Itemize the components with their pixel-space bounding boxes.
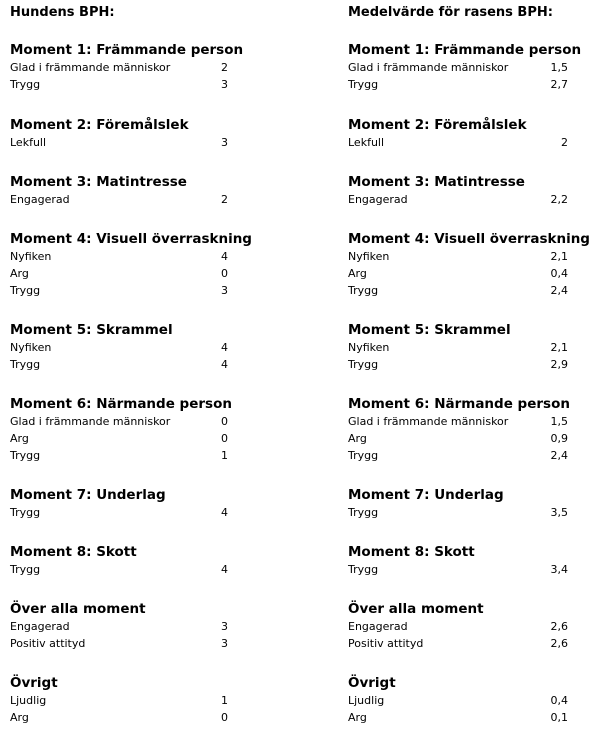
section-title: Moment 7: Underlag [10, 487, 166, 503]
section-title: Moment 6: Närmande person [348, 396, 570, 412]
score-value: 2,4 [550, 449, 568, 462]
score-value: 2,6 [550, 637, 568, 650]
score-value: 0,4 [550, 267, 568, 280]
score-value: 2,1 [550, 250, 568, 263]
breed-average-heading: Medelvärde för rasens BPH: [348, 5, 553, 20]
section [10, 674, 228, 726]
score-row [10, 692, 228, 709]
score-value: 4 [221, 506, 228, 519]
section [348, 116, 568, 151]
score-row [10, 76, 228, 93]
score-value: 2,2 [550, 193, 568, 206]
score-value: 2,9 [550, 358, 568, 371]
section-title: Moment 6: Närmande person [10, 396, 232, 412]
section-title: Moment 2: Föremålslek [10, 117, 189, 133]
score-row [10, 356, 228, 373]
score-row [348, 191, 568, 208]
score-row [10, 191, 228, 208]
score-label: Lekfull [10, 136, 47, 149]
score-value: 1,5 [550, 415, 568, 428]
score-value: 2 [221, 193, 228, 206]
section [348, 600, 568, 652]
score-label: Trygg [10, 284, 41, 297]
section [348, 230, 590, 299]
section [10, 543, 228, 578]
score-label: Trygg [10, 563, 41, 576]
section-title: Moment 3: Matintresse [348, 174, 525, 190]
score-value: 3 [221, 284, 228, 297]
section-title: Övrigt [10, 675, 58, 691]
section [10, 230, 252, 299]
score-label: Nyfiken [10, 250, 52, 263]
section [348, 486, 568, 521]
score-value: 2 [561, 136, 568, 149]
score-label: Glad i främmande människor [348, 415, 509, 428]
score-value: 4 [221, 563, 228, 576]
score-label: Ljudlig [348, 694, 385, 707]
section [348, 543, 568, 578]
section-title: Övrigt [348, 675, 396, 691]
score-row [348, 413, 568, 430]
score-label: Lekfull [348, 136, 385, 149]
section [10, 116, 228, 151]
score-label: Trygg [10, 78, 41, 91]
score-row [348, 76, 568, 93]
section-title: Moment 7: Underlag [348, 487, 504, 503]
section-title: Över alla moment [10, 601, 146, 617]
section-title: Över alla moment [348, 601, 484, 617]
section-title: Moment 2: Föremålslek [348, 117, 527, 133]
score-row [10, 709, 228, 726]
score-label: Arg [10, 432, 29, 445]
score-label: Trygg [348, 78, 379, 91]
score-label: Trygg [348, 449, 379, 462]
score-label: Trygg [348, 506, 379, 519]
score-value: 0,9 [550, 432, 568, 445]
score-label: Glad i främmande människor [10, 61, 171, 74]
score-row [10, 430, 228, 447]
score-row [348, 561, 568, 578]
section-title: Moment 5: Skrammel [348, 322, 511, 338]
section [10, 600, 228, 652]
dog-bph-heading: Hundens BPH: [10, 5, 115, 20]
score-row [348, 504, 568, 521]
score-row [348, 356, 568, 373]
score-label: Ljudlig [10, 694, 47, 707]
score-value: 3,4 [550, 563, 568, 576]
score-label: Trygg [348, 358, 379, 371]
section [10, 395, 232, 464]
score-label: Glad i främmande människor [10, 415, 171, 428]
score-row [10, 618, 228, 635]
score-value: 2,1 [550, 341, 568, 354]
score-row [348, 248, 568, 265]
section [348, 173, 568, 208]
score-label: Trygg [348, 563, 379, 576]
score-value: 0 [221, 711, 228, 724]
score-row [10, 413, 228, 430]
score-row [348, 430, 568, 447]
score-row [10, 504, 228, 521]
score-value: 1 [221, 694, 228, 707]
score-row [10, 248, 228, 265]
score-label: Trygg [348, 284, 379, 297]
score-label: Nyfiken [348, 341, 390, 354]
score-row [10, 447, 228, 464]
score-value: 3 [221, 637, 228, 650]
section [348, 395, 568, 464]
section-title: Moment 1: Främmande person [10, 42, 244, 58]
score-row [348, 709, 568, 726]
score-label: Trygg [10, 449, 41, 462]
score-label: Engagerad [10, 193, 70, 206]
score-label: Engagerad [348, 193, 408, 206]
section-title: Moment 1: Främmande person [348, 42, 582, 58]
score-value: 3 [221, 620, 228, 633]
score-row [348, 134, 568, 151]
score-label: Engagerad [348, 620, 408, 633]
score-label: Arg [10, 267, 29, 280]
score-value: 0 [221, 432, 228, 445]
score-row [348, 447, 568, 464]
section [348, 41, 582, 93]
score-row [10, 282, 228, 299]
score-row [10, 339, 228, 356]
section-title: Moment 4: Visuell överraskning [348, 231, 590, 247]
section [10, 41, 244, 93]
score-value: 3 [221, 78, 228, 91]
score-row [348, 635, 568, 652]
score-value: 0 [221, 415, 228, 428]
section-title: Moment 8: Skott [10, 544, 137, 560]
score-row [10, 635, 228, 652]
score-row [348, 59, 568, 76]
score-label: Engagerad [10, 620, 70, 633]
score-value: 1 [221, 449, 228, 462]
section [10, 321, 228, 373]
score-value: 2,4 [550, 284, 568, 297]
section-title: Moment 8: Skott [348, 544, 475, 560]
score-row [10, 134, 228, 151]
score-row [348, 692, 568, 709]
score-value: 0,4 [550, 694, 568, 707]
score-row [10, 265, 228, 282]
score-value: 2,7 [550, 78, 568, 91]
section-title: Moment 5: Skrammel [10, 322, 173, 338]
score-label: Nyfiken [10, 341, 52, 354]
score-label: Trygg [10, 506, 41, 519]
score-row [348, 339, 568, 356]
score-label: Positiv attityd [348, 637, 424, 650]
section [348, 321, 568, 373]
section [348, 674, 568, 726]
score-row [10, 561, 228, 578]
score-label: Positiv attityd [10, 637, 86, 650]
section-title: Moment 4: Visuell överraskning [10, 231, 252, 247]
score-value: 2,6 [550, 620, 568, 633]
score-label: Arg [348, 267, 367, 280]
score-row [348, 282, 568, 299]
section [10, 486, 228, 521]
section-title: Moment 3: Matintresse [10, 174, 187, 190]
score-value: 4 [221, 358, 228, 371]
score-value: 0,1 [550, 711, 568, 724]
section [10, 173, 228, 208]
score-label: Nyfiken [348, 250, 390, 263]
score-label: Glad i främmande människor [348, 61, 509, 74]
score-value: 4 [221, 341, 228, 354]
score-row [348, 265, 568, 282]
score-value: 2 [221, 61, 228, 74]
score-value: 0 [221, 267, 228, 280]
score-value: 3 [221, 136, 228, 149]
score-value: 3,5 [550, 506, 568, 519]
score-row [10, 59, 228, 76]
score-label: Trygg [10, 358, 41, 371]
score-value: 1,5 [550, 61, 568, 74]
score-label: Arg [10, 711, 29, 724]
score-label: Arg [348, 432, 367, 445]
score-label: Arg [348, 711, 367, 724]
score-row [348, 618, 568, 635]
score-value: 4 [221, 250, 228, 263]
